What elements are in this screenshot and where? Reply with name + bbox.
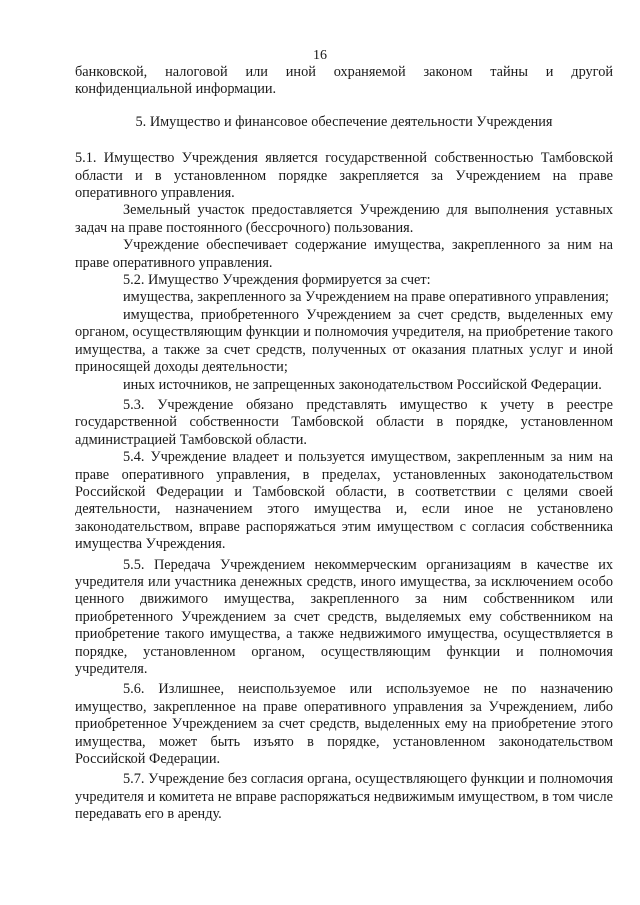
document-body [75, 64, 613, 824]
paragraph-5-5: 5.5. Передача Учреждением некоммерческим организациям в качестве их учредителя или участника денежных средств, иного имущества, за исключением особо ценного движимого имущества, закрепленного за ним собственником или приобретенного Учреждением за счет средств, выделяемых ему собственником на приобретение такого имущества, а также недвижимого имущества, осуществляется в порядке, установленном органом, осуществляющим функции и полномочия учредителя. [75, 556, 613, 677]
list-item-other-sources: иных источников, не запрещенных законодательством Российской Федерации. [123, 376, 602, 393]
paragraph-5-6: 5.6. Излишнее, неиспользуемое или используемое не по назначению имущество, закрепленное на праве оперативного управления за Учреждением, либо приобретенное Учреждением за счет средств, выделенных ему на приобретение этого имущества, может быть изъято в порядке, установленном законодательством Российской Федерации. [75, 681, 613, 768]
paragraph-5-3: 5.3. Учреждение обязано представлять имущество к учету в реестре государственной собственности Тамбовской области в порядке, установленном администрацией Тамбовской области. [75, 396, 613, 448]
paragraph-5-1: 5.1. Имущество Учреждения является государственной собственностью Тамбовской области и в установленном порядке закрепляется за Учреждением на праве оперативного управления. [75, 150, 613, 202]
paragraph-maintenance: Учреждение обеспечивает содержание имущества, закрепленного за ним на праве оперативного управления. [75, 237, 613, 271]
paragraph-5-2: 5.2. Имущество Учреждения формируется за счет: [123, 272, 431, 289]
list-item-assigned-property: имущества, закрепленного за Учреждением на праве оперативного управления; [123, 289, 610, 306]
page-number: 16 [313, 48, 327, 63]
paragraph-5-4: 5.4. Учреждение владеет и пользуется имуществом, закрепленным за ним на праве оперативного управления, в пределах, установленных законодательством Российской Федерации и Тамбовской области, в соответствии с целями своей деятельности, назначением этого имущества и, если иное не установлено законодательством, вправе распоряжаться этим имуществом с согласия собственника имущества Учреждения. [75, 449, 613, 553]
section-heading: 5. Имущество и финансовое обеспечение деятельности Учреждения [135, 113, 553, 130]
paragraph-continuation: банковской, налоговой или иной охраняемой законом тайны и другой конфиденциальной информации. [75, 64, 613, 98]
paragraph-land-plot: Земельный участок предоставляется Учреждению для выполнения уставных задач на праве постоянного (бессрочного) пользования. [75, 202, 613, 236]
list-item-acquired-property: имущества, приобретенного Учреждением за счет средств, выделенных ему органом, осуществляющим функции и полномочия учредителя, на приобретение такого имущества, а также за счет средств, полученных от оказания платных услуг и иной приносящей доходы деятельности; [75, 306, 613, 376]
paragraph-5-7: 5.7. Учреждение без согласия органа, осуществляющего функции и полномочия учредителя и комитета не вправе распоряжаться недвижимым имуществом, в том числе передавать его в аренду. [75, 771, 613, 823]
